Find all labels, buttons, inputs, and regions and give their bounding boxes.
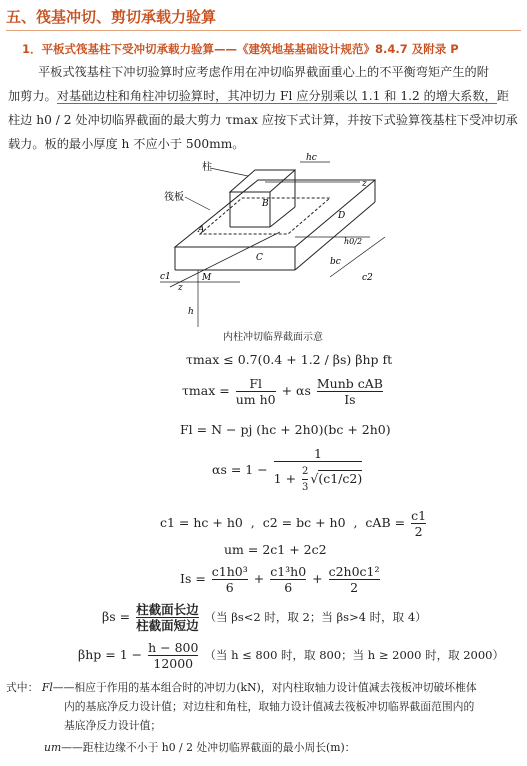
formula-tau-limit: τmax ≤ 0.7(0.4 + 1.2 / βs) βhp ft <box>186 352 393 367</box>
paragraph-line-2-tail: 距 <box>496 89 509 103</box>
label-A: A <box>198 225 205 235</box>
label-column: 柱 <box>202 162 212 173</box>
legend-Fl-line-1: 式中： Fl——相应于作用的基本组合时的冲切力(kN)，对内柱取轴力设计值减去筏板冲切破坏椎体 <box>6 681 477 694</box>
legend-um-line-1: um——距柱边缘不小于 h0 / 2 处冲切临界截面的最小周长(m)： <box>44 741 356 754</box>
label-c1: c1 <box>160 272 171 282</box>
section-title: 五、筏基冲切、剪切承载力验算 <box>6 8 217 26</box>
formula-um: um = 2c1 + 2c2 <box>224 542 327 557</box>
label-raft: 筏板 <box>164 192 184 203</box>
label-hc: hc <box>306 153 317 163</box>
label-c2: c2 <box>362 273 373 283</box>
column-top-face <box>230 170 295 192</box>
subsection-title: 1．平板式筏基柱下受冲切承载力验算——《建筑地基基础设计规范》8.4.7 及附录 P <box>22 42 459 56</box>
underlined-clause: 对基础边柱和角柱冲切验算时，其冲切力 Fl 应分别乘以 1.1 和 1.2 的增大系数， <box>56 89 497 103</box>
punching-section-figure <box>130 152 420 332</box>
paragraph-line-4: 载力。板的最小厚度 h 不应小于 500mm。 <box>8 137 245 151</box>
formula-tau-max: τmax = $\frac{Fl}{\text{um h0}}$ + αs $\frac{\text{Munb cAB}}{Is}$ <box>182 376 383 407</box>
label-bc: bc <box>330 257 341 267</box>
title-divider <box>6 30 521 31</box>
formula-Is: Is = $\frac{\text{c1h0³}}{6}$ + $\frac{\text{c1³h0}}{6}$ + $\frac{\text{c2h0c1²}}{2}$ <box>180 564 380 595</box>
label-B: B <box>262 199 269 209</box>
paragraph-line-2-head: 加剪力。 <box>8 89 57 103</box>
paragraph-line-3: 柱边 h0 / 2 处冲切临界截面的最大剪力 τmax 应按下式计算，并按下式验算筏基柱下受冲切承 <box>8 113 518 127</box>
label-h0-half: h0/2 <box>344 237 363 246</box>
paragraph-line-2 <box>8 84 509 108</box>
label-z-top: z <box>362 179 367 189</box>
formula-c-definitions: c1 = hc + h0 , c2 = bc + h0 , cAB = $\frac{c1}{2}$ <box>160 508 427 539</box>
formula-beta-s: βs = $\frac{\text{柱截面长边}}{\text{柱截面短边}}$ （当 βs<2 时，取 2；当 βs>4 时，取 4） <box>102 602 427 633</box>
paragraph-line-1: 平板式筏基柱下冲切验算时应考虑作用在冲切临界截面重心上的不平衡弯矩产生的附 <box>38 65 489 79</box>
label-C: C <box>256 253 263 263</box>
label-z-bottom: z <box>178 283 183 293</box>
label-D: D <box>338 211 346 221</box>
legend-Fl-line-3: 基底净反力设计值； <box>64 719 162 732</box>
legend-Fl-line-2: 内的基底净反力设计值；对边柱和角柱，取轴力设计值减去筏板冲切临界截面范围内的 <box>64 700 475 713</box>
label-h: h <box>188 307 194 317</box>
figure-caption: 内柱冲切临界截面示意 <box>223 332 323 343</box>
formula-Fl: Fl = N − pj (hc + 2h0)(bc + 2h0) <box>180 422 391 437</box>
formula-beta-hp: βhp = 1 − $\frac{h - 800}{12000}$ （当 h ≤ 800 时，取 800；当 h ≥ 2000 时，取 2000） <box>78 640 504 671</box>
label-M: M <box>202 273 212 283</box>
formula-alpha-s: αs = 1 − 1 1 + $\frac{2}{3}$ √(c1/c2) <box>212 446 363 493</box>
